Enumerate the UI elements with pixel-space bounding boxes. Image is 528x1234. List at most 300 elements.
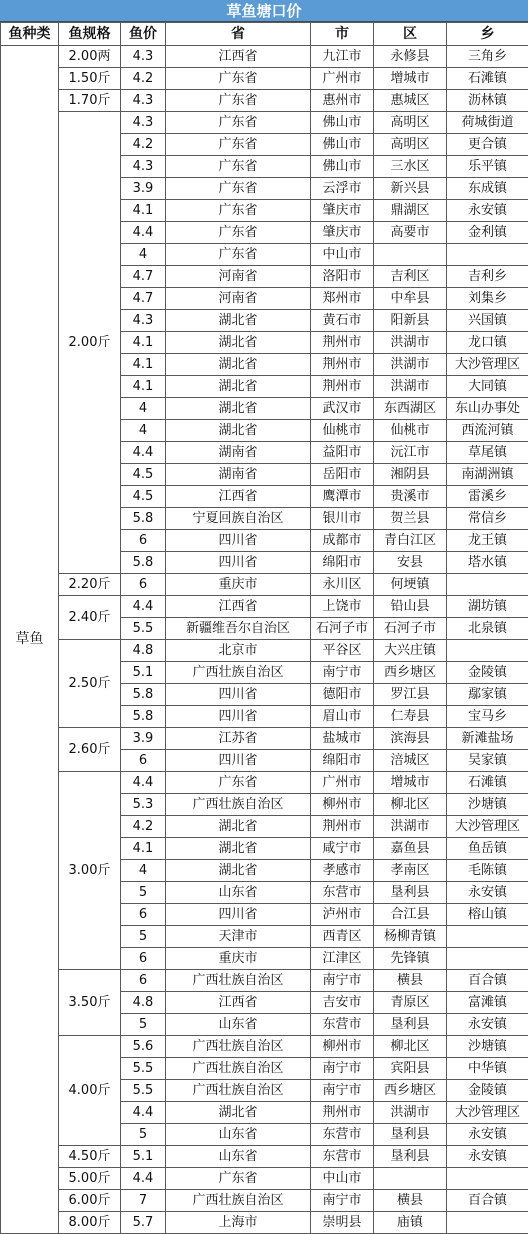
city-cell: 鹰潭市 xyxy=(311,486,374,508)
price-cell: 4.3 xyxy=(121,310,166,332)
township-cell: 富滩镇 xyxy=(447,992,528,1014)
township-cell: 东成镇 xyxy=(447,178,528,200)
district-cell: 垦利县 xyxy=(374,1124,447,1146)
township-cell: 龙口镇 xyxy=(447,332,528,354)
table-row xyxy=(1,1190,528,1212)
district-cell: 垦利县 xyxy=(374,1014,447,1036)
table-row xyxy=(1,596,528,618)
township-cell: 鄢家镇 xyxy=(447,684,528,706)
city-cell: 南宁市 xyxy=(311,1080,374,1102)
township-cell: 沙塘镇 xyxy=(447,1036,528,1058)
province-cell: 广东省 xyxy=(166,90,311,112)
price-cell: 5.8 xyxy=(121,552,166,574)
district-cell: 仙桃市 xyxy=(374,420,447,442)
district-cell: 贺兰县 xyxy=(374,508,447,530)
city-cell: 成都市 xyxy=(311,530,374,552)
province-cell: 宁夏回族自治区 xyxy=(166,508,311,530)
price-cell: 4.5 xyxy=(121,486,166,508)
province-cell: 四川省 xyxy=(166,552,311,574)
price-cell: 5 xyxy=(121,926,166,948)
province-cell: 湖南省 xyxy=(166,464,311,486)
price-cell: 6 xyxy=(121,574,166,596)
township-cell: 雷溪乡 xyxy=(447,486,528,508)
province-cell: 重庆市 xyxy=(166,948,311,970)
district-cell: 庙镇 xyxy=(374,1212,447,1234)
district-cell: 垦利县 xyxy=(374,882,447,904)
city-cell: 广州市 xyxy=(311,68,374,90)
district-cell: 合江县 xyxy=(374,904,447,926)
spec-cell: 1.50斤 xyxy=(59,68,121,90)
township-cell: 永安镇 xyxy=(447,1124,528,1146)
province-cell: 河南省 xyxy=(166,266,311,288)
district-cell: 何埂镇 xyxy=(374,574,447,596)
district-cell: 横县 xyxy=(374,970,447,992)
district-cell: 孝南区 xyxy=(374,860,447,882)
district-cell: 洪湖市 xyxy=(374,816,447,838)
spec-cell: 2.20斤 xyxy=(59,574,121,596)
city-cell: 益阳市 xyxy=(311,442,374,464)
district-cell: 石河子市 xyxy=(374,618,447,640)
province-cell: 江西省 xyxy=(166,992,311,1014)
township-cell: 荷城街道 xyxy=(447,112,528,134)
city-cell: 佛山市 xyxy=(311,134,374,156)
township-cell: 吴家镇 xyxy=(447,750,528,772)
district-cell: 贵溪市 xyxy=(374,486,447,508)
city-cell: 南宁市 xyxy=(311,970,374,992)
district-cell xyxy=(374,244,447,266)
township-cell: 三角乡 xyxy=(447,46,528,68)
township-cell: 草尾镇 xyxy=(447,442,528,464)
township-cell: 永安镇 xyxy=(447,200,528,222)
table-row xyxy=(1,90,528,112)
township-cell: 大沙管理区 xyxy=(447,816,528,838)
township-cell: 永安镇 xyxy=(447,882,528,904)
district-cell: 垦利县 xyxy=(374,1146,447,1168)
city-cell: 黄石市 xyxy=(311,310,374,332)
price-cell: 4.8 xyxy=(121,640,166,662)
price-cell: 4 xyxy=(121,244,166,266)
township-cell xyxy=(447,640,528,662)
city-cell: 云浮市 xyxy=(311,178,374,200)
township-cell: 金陵镇 xyxy=(447,662,528,684)
township-cell: 沙塘镇 xyxy=(447,794,528,816)
price-cell: 4.4 xyxy=(121,596,166,618)
city-cell: 吉安市 xyxy=(311,992,374,1014)
district-cell: 沅江市 xyxy=(374,442,447,464)
city-cell: 荆州市 xyxy=(311,816,374,838)
price-cell: 5.8 xyxy=(121,706,166,728)
province-cell: 江西省 xyxy=(166,596,311,618)
header-province: 省 xyxy=(166,23,311,46)
district-cell: 涪城区 xyxy=(374,750,447,772)
district-cell: 仁寿县 xyxy=(374,706,447,728)
district-cell: 东西湖区 xyxy=(374,398,447,420)
price-cell: 4.4 xyxy=(121,1168,166,1190)
township-cell: 新滩盐场 xyxy=(447,728,528,750)
city-cell: 柳州市 xyxy=(311,794,374,816)
price-cell: 3.9 xyxy=(121,728,166,750)
province-cell: 新疆维吾尔自治区 xyxy=(166,618,311,640)
species-cell: 草鱼 xyxy=(1,46,59,1234)
city-cell: 东营市 xyxy=(311,882,374,904)
township-cell: 东山办事处 xyxy=(447,398,528,420)
price-cell: 5.7 xyxy=(121,1212,166,1234)
province-cell: 湖北省 xyxy=(166,860,311,882)
province-cell: 江西省 xyxy=(166,46,311,68)
header-species: 鱼种类 xyxy=(1,23,59,46)
province-cell: 湖北省 xyxy=(166,420,311,442)
district-cell: 增城市 xyxy=(374,68,447,90)
price-cell: 4.5 xyxy=(121,464,166,486)
city-cell: 江津区 xyxy=(311,948,374,970)
price-cell: 6 xyxy=(121,970,166,992)
township-cell: 永安镇 xyxy=(447,1146,528,1168)
city-cell: 仙桃市 xyxy=(311,420,374,442)
township-cell: 宝马乡 xyxy=(447,706,528,728)
city-cell: 荆州市 xyxy=(311,376,374,398)
township-cell: 永安镇 xyxy=(447,1014,528,1036)
province-cell: 湖北省 xyxy=(166,332,311,354)
spec-cell: 5.00斤 xyxy=(59,1168,121,1190)
township-cell xyxy=(447,574,528,596)
township-cell xyxy=(447,1212,528,1234)
price-cell: 5.5 xyxy=(121,1080,166,1102)
township-cell: 中华镇 xyxy=(447,1058,528,1080)
province-cell: 四川省 xyxy=(166,530,311,552)
city-cell: 东营市 xyxy=(311,1014,374,1036)
city-cell: 中山市 xyxy=(311,1168,374,1190)
township-cell: 龙王镇 xyxy=(447,530,528,552)
price-cell: 4.2 xyxy=(121,816,166,838)
city-cell: 佛山市 xyxy=(311,112,374,134)
city-cell: 肇庆市 xyxy=(311,222,374,244)
district-cell: 青白江区 xyxy=(374,530,447,552)
city-cell: 郑州市 xyxy=(311,288,374,310)
province-cell: 湖北省 xyxy=(166,398,311,420)
province-cell: 山东省 xyxy=(166,882,311,904)
city-cell: 咸宁市 xyxy=(311,838,374,860)
province-cell: 北京市 xyxy=(166,640,311,662)
province-cell: 山东省 xyxy=(166,1014,311,1036)
district-cell: 鼎湖区 xyxy=(374,200,447,222)
table-row xyxy=(1,728,528,750)
price-cell: 5.1 xyxy=(121,662,166,684)
city-cell: 德阳市 xyxy=(311,684,374,706)
price-cell: 4.2 xyxy=(121,134,166,156)
province-cell: 天津市 xyxy=(166,926,311,948)
township-cell: 石滩镇 xyxy=(447,772,528,794)
province-cell: 广东省 xyxy=(166,244,311,266)
price-cell: 4.3 xyxy=(121,90,166,112)
city-cell: 肇庆市 xyxy=(311,200,374,222)
price-table xyxy=(0,22,528,1234)
city-cell: 南宁市 xyxy=(311,662,374,684)
spec-cell: 6.00斤 xyxy=(59,1190,121,1212)
township-cell: 西流河镇 xyxy=(447,420,528,442)
province-cell: 广东省 xyxy=(166,112,311,134)
township-cell: 百合镇 xyxy=(447,970,528,992)
township-cell: 毛陈镇 xyxy=(447,860,528,882)
province-cell: 湖南省 xyxy=(166,442,311,464)
header-price: 鱼价 xyxy=(121,23,166,46)
township-cell: 北泉镇 xyxy=(447,618,528,640)
township-cell: 金利镇 xyxy=(447,222,528,244)
township-cell: 乐平镇 xyxy=(447,156,528,178)
district-cell: 西乡塘区 xyxy=(374,662,447,684)
price-cell: 6 xyxy=(121,530,166,552)
city-cell: 南宁市 xyxy=(311,1190,374,1212)
province-cell: 广东省 xyxy=(166,222,311,244)
township-cell: 兴国镇 xyxy=(447,310,528,332)
district-cell: 柳北区 xyxy=(374,1036,447,1058)
table-row xyxy=(1,970,528,992)
price-cell: 4 xyxy=(121,398,166,420)
price-cell: 5.1 xyxy=(121,1146,166,1168)
table-row xyxy=(1,1036,528,1058)
price-cell: 4.2 xyxy=(121,68,166,90)
city-cell: 广州市 xyxy=(311,772,374,794)
district-cell: 青原区 xyxy=(374,992,447,1014)
city-cell: 绵阳市 xyxy=(311,552,374,574)
price-cell: 4.4 xyxy=(121,772,166,794)
spec-cell: 4.00斤 xyxy=(59,1036,121,1146)
district-cell: 洪湖市 xyxy=(374,354,447,376)
province-cell: 广东省 xyxy=(166,1168,311,1190)
table-row xyxy=(1,574,528,596)
district-cell: 滨海县 xyxy=(374,728,447,750)
district-cell xyxy=(374,1168,447,1190)
township-cell: 塔水镇 xyxy=(447,552,528,574)
province-cell: 湖北省 xyxy=(166,310,311,332)
township-cell: 大沙管理区 xyxy=(447,354,528,376)
township-cell: 大同镇 xyxy=(447,376,528,398)
township-cell xyxy=(447,1168,528,1190)
province-cell: 四川省 xyxy=(166,684,311,706)
district-cell: 洪湖市 xyxy=(374,376,447,398)
township-cell xyxy=(447,926,528,948)
city-cell: 惠州市 xyxy=(311,90,374,112)
province-cell: 湖北省 xyxy=(166,354,311,376)
price-cell: 4.3 xyxy=(121,112,166,134)
province-cell: 广西壮族自治区 xyxy=(166,1036,311,1058)
province-cell: 四川省 xyxy=(166,706,311,728)
spec-cell: 2.00两 xyxy=(59,46,121,68)
city-cell: 孝感市 xyxy=(311,860,374,882)
district-cell: 横县 xyxy=(374,1190,447,1212)
district-cell: 高明区 xyxy=(374,134,447,156)
province-cell: 湖北省 xyxy=(166,376,311,398)
province-cell: 广东省 xyxy=(166,156,311,178)
price-cell: 4.1 xyxy=(121,838,166,860)
price-cell: 4.1 xyxy=(121,354,166,376)
city-cell: 武汉市 xyxy=(311,398,374,420)
district-cell: 高要市 xyxy=(374,222,447,244)
township-cell: 刘集乡 xyxy=(447,288,528,310)
table-row xyxy=(1,772,528,794)
price-cell: 6 xyxy=(121,904,166,926)
city-cell: 银川市 xyxy=(311,508,374,530)
city-cell: 柳州市 xyxy=(311,1036,374,1058)
province-cell: 江西省 xyxy=(166,486,311,508)
district-cell: 三水区 xyxy=(374,156,447,178)
province-cell: 广西壮族自治区 xyxy=(166,1058,311,1080)
header-row xyxy=(1,23,528,46)
spec-cell: 3.50斤 xyxy=(59,970,121,1036)
province-cell: 广西壮族自治区 xyxy=(166,970,311,992)
city-cell: 西青区 xyxy=(311,926,374,948)
spec-cell: 2.50斤 xyxy=(59,640,121,728)
city-cell: 东营市 xyxy=(311,1146,374,1168)
province-cell: 湖北省 xyxy=(166,1102,311,1124)
district-cell: 惠城区 xyxy=(374,90,447,112)
table-row xyxy=(1,112,528,134)
district-cell: 洪湖市 xyxy=(374,1102,447,1124)
price-cell: 4 xyxy=(121,420,166,442)
table-row xyxy=(1,46,528,68)
township-cell: 金陵镇 xyxy=(447,1080,528,1102)
province-cell: 四川省 xyxy=(166,750,311,772)
district-cell: 中牟县 xyxy=(374,288,447,310)
price-cell: 4.8 xyxy=(121,992,166,1014)
spec-cell: 2.60斤 xyxy=(59,728,121,772)
province-cell: 广西壮族自治区 xyxy=(166,662,311,684)
spec-cell: 4.50斤 xyxy=(59,1146,121,1168)
city-cell: 平谷区 xyxy=(311,640,374,662)
township-cell: 石滩镇 xyxy=(447,68,528,90)
price-cell: 5.8 xyxy=(121,684,166,706)
province-cell: 湖北省 xyxy=(166,816,311,838)
township-cell: 吉利乡 xyxy=(447,266,528,288)
province-cell: 广东省 xyxy=(166,68,311,90)
price-cell: 6 xyxy=(121,750,166,772)
township-cell: 百合镇 xyxy=(447,1190,528,1212)
city-cell: 岳阳市 xyxy=(311,464,374,486)
district-cell: 高明区 xyxy=(374,112,447,134)
city-cell: 中山市 xyxy=(311,244,374,266)
city-cell: 荆州市 xyxy=(311,1102,374,1124)
district-cell: 杨柳青镇 xyxy=(374,926,447,948)
district-cell: 永修县 xyxy=(374,46,447,68)
price-cell: 5.5 xyxy=(121,618,166,640)
price-cell: 5.8 xyxy=(121,508,166,530)
spec-cell: 2.40斤 xyxy=(59,596,121,640)
township-cell: 更合镇 xyxy=(447,134,528,156)
price-cell: 4.7 xyxy=(121,266,166,288)
header-district: 区 xyxy=(374,23,447,46)
city-cell: 眉山市 xyxy=(311,706,374,728)
price-cell: 7 xyxy=(121,1190,166,1212)
province-cell: 广西壮族自治区 xyxy=(166,1080,311,1102)
table-row xyxy=(1,1212,528,1234)
province-cell: 广东省 xyxy=(166,772,311,794)
price-cell: 5.6 xyxy=(121,1036,166,1058)
header-spec: 鱼规格 xyxy=(59,23,121,46)
table-title: 草鱼塘口价 xyxy=(0,0,528,22)
header-city: 市 xyxy=(311,23,374,46)
district-cell: 嘉鱼县 xyxy=(374,838,447,860)
price-cell: 4.3 xyxy=(121,156,166,178)
city-cell: 九江市 xyxy=(311,46,374,68)
province-cell: 广西壮族自治区 xyxy=(166,1190,311,1212)
district-cell: 西乡塘区 xyxy=(374,1080,447,1102)
province-cell: 河南省 xyxy=(166,288,311,310)
table-row xyxy=(1,640,528,662)
province-cell: 湖北省 xyxy=(166,838,311,860)
township-cell xyxy=(447,244,528,266)
province-cell: 上海市 xyxy=(166,1212,311,1234)
district-cell: 柳北区 xyxy=(374,794,447,816)
township-cell: 沥林镇 xyxy=(447,90,528,112)
province-cell: 山东省 xyxy=(166,1146,311,1168)
city-cell: 东营市 xyxy=(311,1124,374,1146)
province-cell: 重庆市 xyxy=(166,574,311,596)
price-cell: 3.9 xyxy=(121,178,166,200)
district-cell: 湘阴县 xyxy=(374,464,447,486)
price-cell: 5 xyxy=(121,1014,166,1036)
price-cell: 4.7 xyxy=(121,288,166,310)
district-cell: 宾阳县 xyxy=(374,1058,447,1080)
township-cell: 常信乡 xyxy=(447,508,528,530)
spec-cell: 3.00斤 xyxy=(59,772,121,970)
province-cell: 广西壮族自治区 xyxy=(166,794,311,816)
district-cell: 安县 xyxy=(374,552,447,574)
district-cell: 增城市 xyxy=(374,772,447,794)
township-cell: 大沙管理区 xyxy=(447,1102,528,1124)
table-body xyxy=(1,46,528,1234)
township-cell: 榕山镇 xyxy=(447,904,528,926)
province-cell: 广东省 xyxy=(166,178,311,200)
price-cell: 4.4 xyxy=(121,222,166,244)
province-cell: 山东省 xyxy=(166,1124,311,1146)
city-cell: 崇明县 xyxy=(311,1212,374,1234)
table-row xyxy=(1,1146,528,1168)
district-cell: 新兴县 xyxy=(374,178,447,200)
city-cell: 上饶市 xyxy=(311,596,374,618)
city-cell: 荆州市 xyxy=(311,332,374,354)
city-cell: 南宁市 xyxy=(311,1058,374,1080)
township-cell: 南湖洲镇 xyxy=(447,464,528,486)
price-cell: 5 xyxy=(121,882,166,904)
province-cell: 广东省 xyxy=(166,134,311,156)
price-cell: 4.1 xyxy=(121,332,166,354)
district-cell: 大兴庄镇 xyxy=(374,640,447,662)
spec-cell: 2.00斤 xyxy=(59,112,121,574)
province-cell: 四川省 xyxy=(166,904,311,926)
district-cell: 铅山县 xyxy=(374,596,447,618)
city-cell: 绵阳市 xyxy=(311,750,374,772)
header-township: 乡 xyxy=(447,23,528,46)
township-cell: 湖坊镇 xyxy=(447,596,528,618)
price-cell: 4.3 xyxy=(121,46,166,68)
table-row xyxy=(1,1168,528,1190)
district-cell: 先锋镇 xyxy=(374,948,447,970)
spec-cell: 1.70斤 xyxy=(59,90,121,112)
province-cell: 广东省 xyxy=(166,200,311,222)
table-row xyxy=(1,68,528,90)
district-cell: 洪湖市 xyxy=(374,332,447,354)
price-cell: 4.4 xyxy=(121,1102,166,1124)
city-cell: 永川区 xyxy=(311,574,374,596)
city-cell: 佛山市 xyxy=(311,156,374,178)
price-cell: 5.3 xyxy=(121,794,166,816)
city-cell: 泸州市 xyxy=(311,904,374,926)
city-cell: 石河子市 xyxy=(311,618,374,640)
district-cell: 吉利区 xyxy=(374,266,447,288)
price-cell: 6 xyxy=(121,948,166,970)
price-cell: 4 xyxy=(121,860,166,882)
spec-cell: 8.00斤 xyxy=(59,1212,121,1234)
city-cell: 盐城市 xyxy=(311,728,374,750)
